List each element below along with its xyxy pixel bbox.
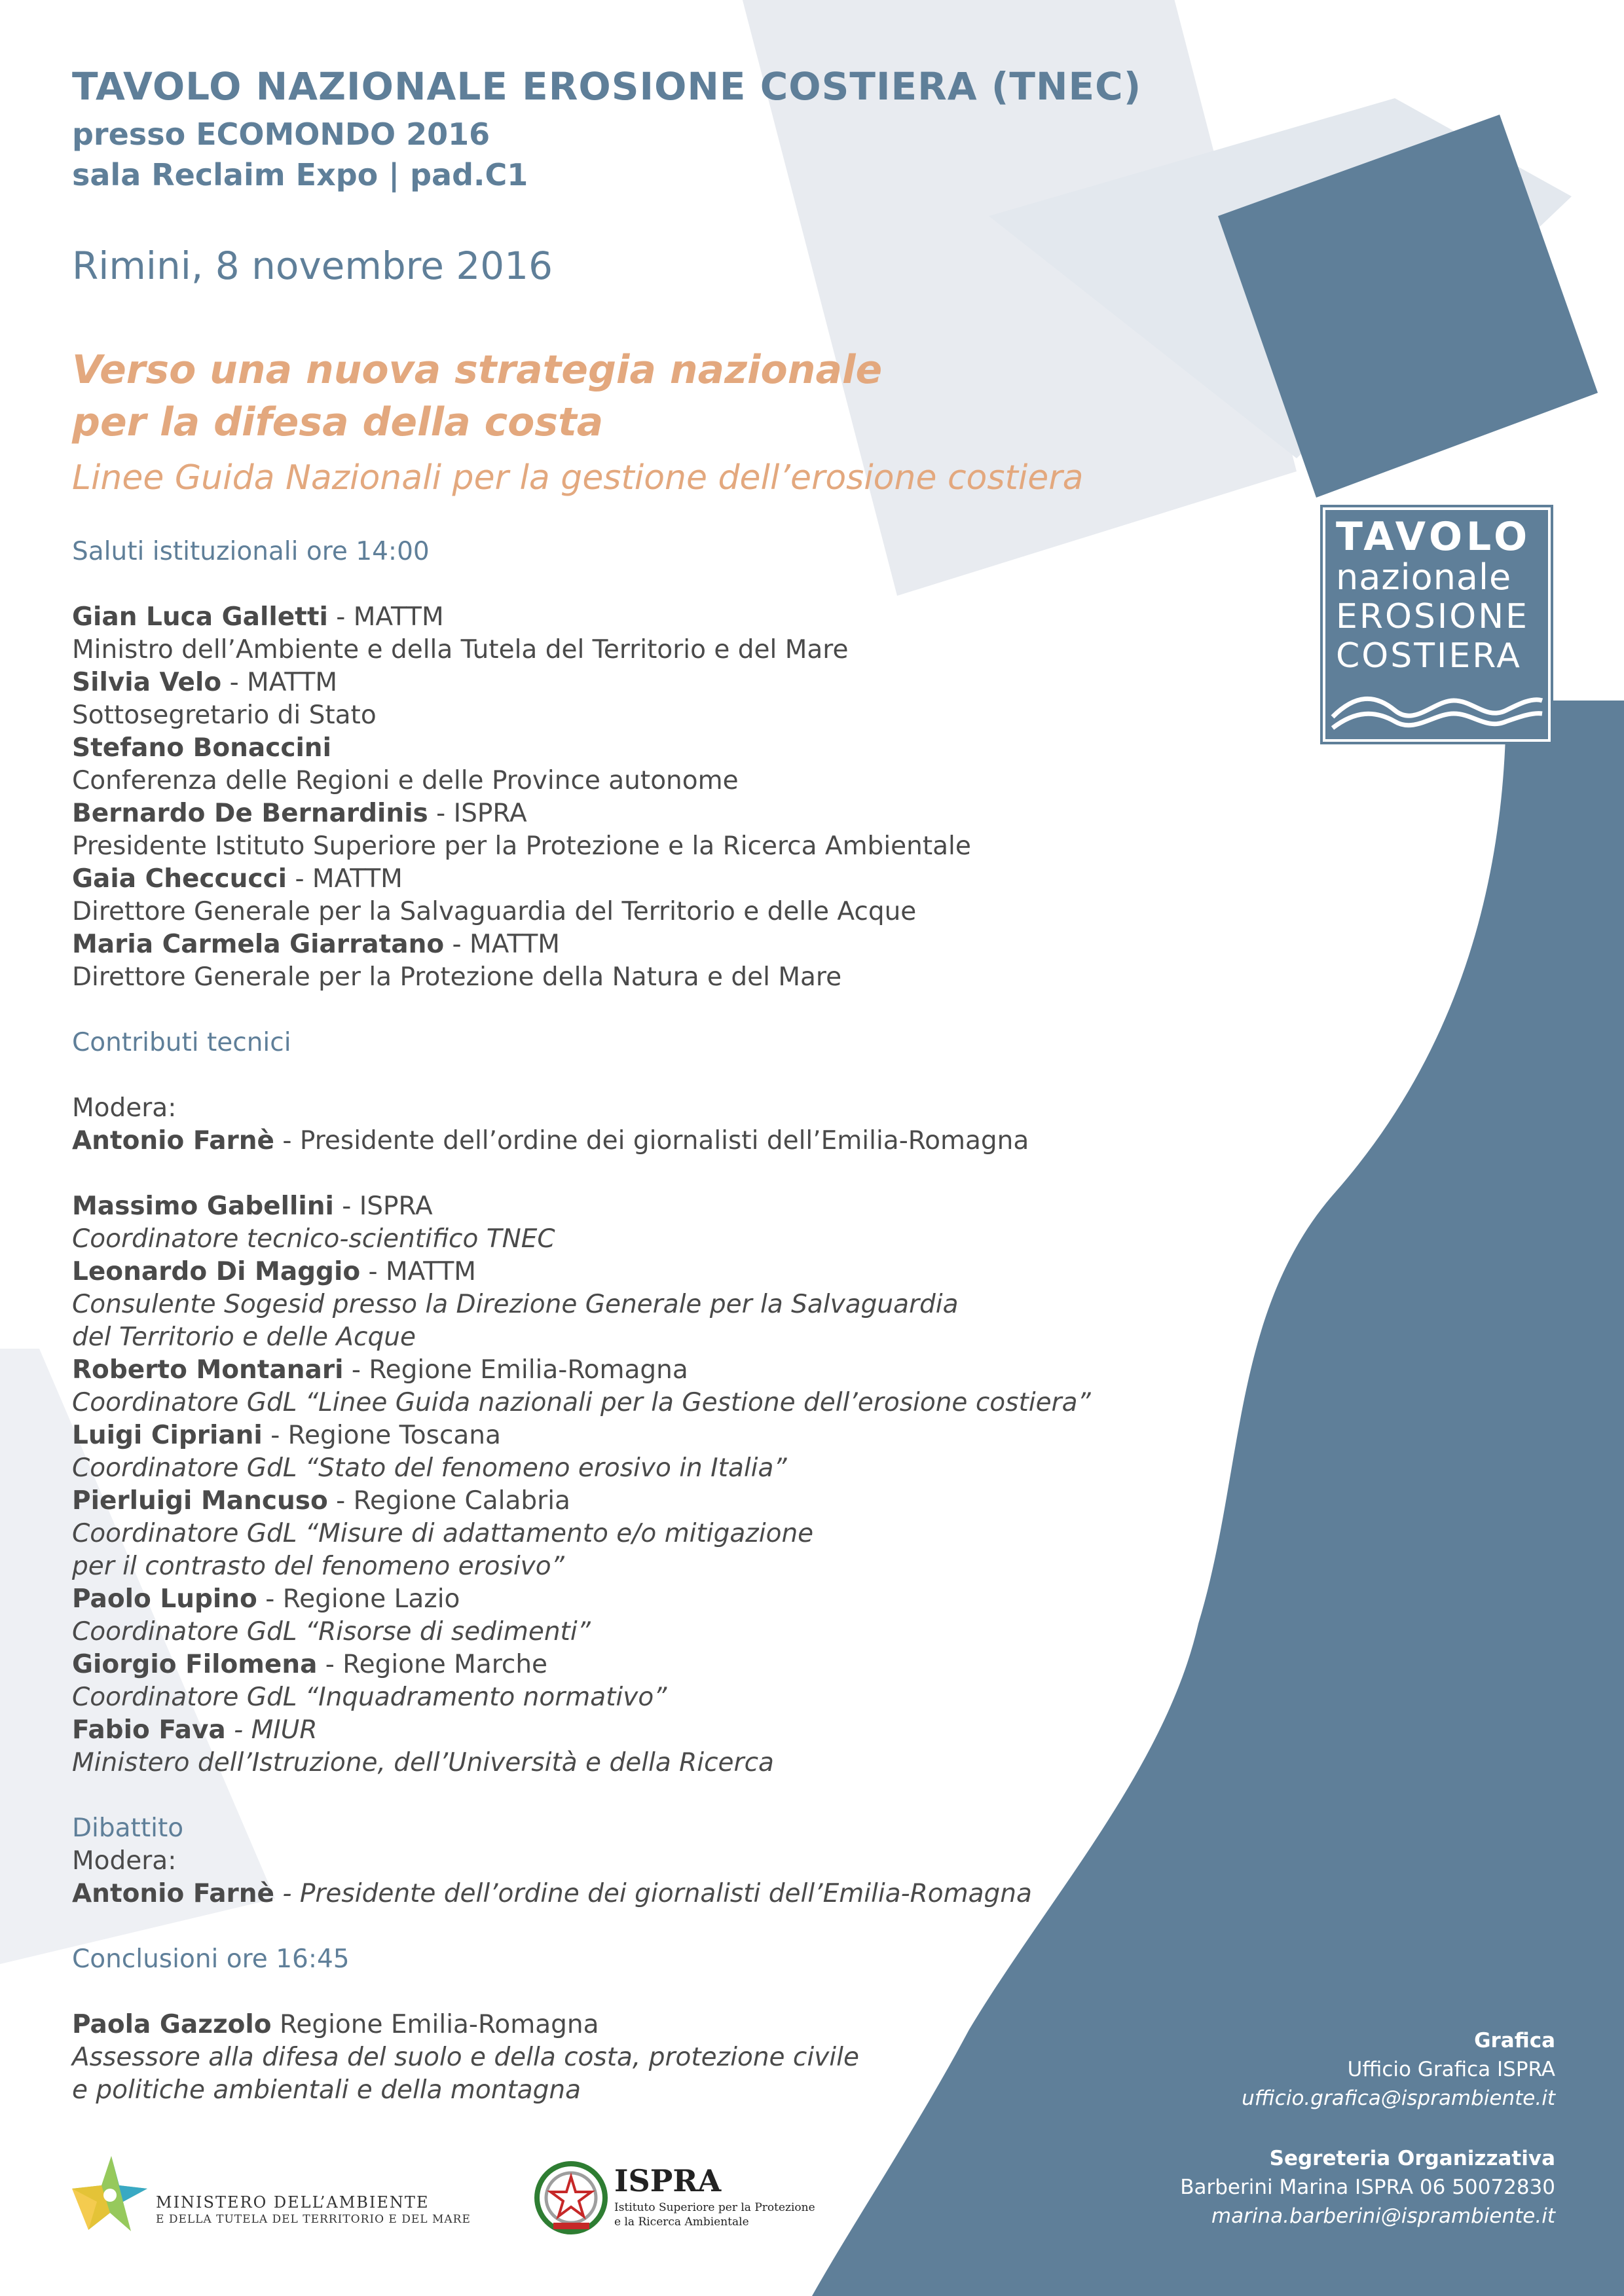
venue-line-2: sala Reclaim Expo | pad.C1 — [72, 157, 528, 192]
moderator-label: Modera: — [72, 1093, 177, 1123]
ispra-logo-sub-2: e la Ricerca Ambientale — [614, 2215, 749, 2229]
conclusioni-name: Paola Gazzolo — [72, 2010, 272, 2039]
conclusioni-role-line: e politiche ambientali e della montagna — [72, 2075, 581, 2105]
speaker-role: Coordinatore GdL “Misure di adattamento e/o mitigazione — [72, 1519, 814, 1548]
speaker-affiliation: - Regione Toscana — [262, 1421, 501, 1450]
segreteria-email[interactable]: marina.barberini@isprambiente.it — [1211, 2204, 1555, 2228]
speaker-line — [72, 797, 1172, 830]
speaker-affiliation: - Regione Lazio — [257, 1584, 460, 1614]
speaker-name: Fabio Fava — [72, 1715, 226, 1745]
section-heading-saluti: Saluti istituzionali ore 14:00 — [72, 537, 430, 566]
speaker-affiliation: - Regione Marche — [317, 1650, 548, 1679]
italian-emblem-icon — [534, 2160, 609, 2236]
speaker-name: Gaia Checcucci — [72, 864, 287, 894]
theme-line-2: per la difesa della costa — [72, 399, 604, 445]
ministero-logo-line-1: MINISTERO DELL’AMBIENTE — [156, 2193, 430, 2212]
speaker-line — [72, 1649, 1172, 1681]
credits-segreteria — [1097, 2144, 1555, 2231]
speaker-name: Bernardo De Bernardinis — [72, 799, 428, 828]
tnec-logo-line-1: TAVOLO — [1336, 514, 1532, 560]
speaker-role: Coordinatore tecnico-scientifico TNEC — [72, 1224, 555, 1254]
speaker-role: Ministro dell’Ambiente e della Tutela del Territorio e del Mare — [72, 635, 849, 665]
segreteria-contact: Barberini Marina ISPRA 06 50072830 — [1180, 2176, 1555, 2199]
grafica-office: Ufficio Grafica ISPRA — [1347, 2058, 1555, 2081]
ispra-logo-name: ISPRA — [614, 2163, 722, 2198]
speaker-role: Presidente Istituto Superiore per la Protezione e la Ricerca Ambientale — [72, 831, 971, 861]
speaker-name: Gian Luca Galletti — [72, 602, 328, 632]
conclusioni-speaker — [72, 2009, 1172, 2041]
ispra-logo-sub-1: Istituto Superiore per la Protezione — [614, 2201, 815, 2214]
speaker-line — [72, 1714, 1172, 1747]
speaker-role: Conferenza delle Regioni e delle Province autonome — [72, 766, 739, 795]
moderator-line — [72, 1125, 1172, 1157]
speaker-name: Luigi Cipriani — [72, 1421, 263, 1450]
section-heading-conclusioni: Conclusioni ore 16:45 — [72, 1944, 350, 1974]
speaker-affiliation: - Regione Emilia-Romagna — [343, 1355, 688, 1385]
speaker-role: Coordinatore GdL “Inquadramento normativo” — [72, 1683, 667, 1712]
speaker-affiliation: - MATTM — [360, 1257, 476, 1286]
speaker-role: Coordinatore GdL “Stato del fenomeno erosivo in Italia” — [72, 1453, 787, 1483]
speaker-role: Ministero dell’Istruzione, dell’Università e della Ricerca — [72, 1748, 774, 1777]
speaker-affiliation: - MATTM — [327, 602, 444, 632]
speaker-affiliation: - MATTM — [287, 864, 403, 894]
moderator-role: - Presidente dell’ordine dei giornalisti dell’Emilia-Romagna — [274, 1126, 1029, 1156]
speaker-role: del Territorio e delle Acque — [72, 1322, 416, 1352]
speaker-affiliation: - MIUR — [225, 1715, 318, 1745]
grafica-email[interactable]: ufficio.grafica@isprambiente.it — [1242, 2086, 1555, 2110]
speaker-affiliation: - ISPRA — [428, 799, 527, 828]
tnec-logo-line-2: nazionale — [1336, 556, 1512, 598]
speaker-role: Direttore Generale per la Salvaguardia del Territorio e delle Acque — [72, 897, 917, 926]
dibattito-moderator-name: Antonio Farnè — [72, 1879, 275, 1908]
speaker-name: Giorgio Filomena — [72, 1650, 318, 1679]
speaker-line — [72, 666, 1172, 699]
event-title: TAVOLO NAZIONALE EROSIONE COSTIERA (TNEC) — [72, 64, 1142, 109]
speaker-role: Coordinatore GdL “Linee Guida nazionali per la Gestione dell’erosione costiera” — [72, 1388, 1091, 1417]
tnec-logo-line-3: EROSIONE — [1336, 597, 1529, 636]
dibattito-moderator-line — [72, 1878, 1172, 1910]
speaker-affiliation: - Regione Calabria — [327, 1486, 570, 1516]
speaker-name: Roberto Montanari — [72, 1355, 344, 1385]
event-date: Rimini, 8 novembre 2016 — [72, 244, 553, 288]
venue-line-1: presso ECOMONDO 2016 — [72, 117, 490, 152]
speaker-name: Massimo Gabellini — [72, 1192, 334, 1221]
speaker-affiliation: - MATTM — [444, 930, 560, 959]
speaker-line — [72, 1583, 1172, 1616]
credits-grafica — [1097, 2026, 1555, 2113]
speaker-name: Maria Carmela Giarratano — [72, 930, 445, 959]
speaker-role: Sottosegretario di Stato — [72, 701, 377, 730]
saluti-list — [72, 601, 1172, 994]
segreteria-label: Segreteria Organizzativa — [1269, 2147, 1555, 2170]
speaker-line — [72, 1190, 1172, 1223]
contributi-list — [72, 1190, 1172, 1779]
speaker-name: Pierluigi Mancuso — [72, 1486, 328, 1516]
speaker-role: Consulente Sogesid presso la Direzione Generale per la Salvaguardia — [72, 1290, 959, 1319]
program — [72, 536, 1172, 2107]
speaker-name: Leonardo Di Maggio — [72, 1257, 361, 1286]
section-heading-dibattito: Dibattito — [72, 1813, 184, 1843]
dibattito-moderator-role: - Presidente dell’ordine dei giornalisti dell’Emilia-Romagna — [274, 1879, 1032, 1908]
moderator-name: Antonio Farnè — [72, 1126, 275, 1156]
dibattito-moderator-label: Modera: — [72, 1846, 177, 1876]
speaker-affiliation: - MATTM — [221, 668, 337, 697]
grafica-label: Grafica — [1474, 2029, 1555, 2052]
theme-subtitle: Linee Guida Nazionali per la gestione dell’erosione costiera — [72, 458, 1084, 498]
section-heading-contributi: Contributi tecnici — [72, 1028, 291, 1057]
ministero-logo-line-2: E DELLA TUTELA DEL TERRITORIO E DEL MARE — [156, 2213, 471, 2226]
speaker-role: Direttore Generale per la Protezione della Natura e del Mare — [72, 962, 842, 992]
speaker-line — [72, 732, 1172, 765]
tnec-logo-line-4: COSTIERA — [1336, 636, 1522, 676]
speaker-role: Coordinatore GdL “Risorse di sedimenti” — [72, 1617, 591, 1647]
speaker-line — [72, 1419, 1172, 1452]
speaker-line — [72, 1485, 1172, 1518]
speaker-line — [72, 928, 1172, 961]
speaker-line — [72, 601, 1172, 634]
speaker-affiliation: - ISPRA — [333, 1192, 433, 1221]
speaker-name: Paolo Lupino — [72, 1584, 257, 1614]
waves-icon — [1329, 681, 1545, 733]
speaker-name: Silvia Velo — [72, 668, 222, 697]
ministero-star-icon — [65, 2153, 154, 2238]
theme-line-1: Verso una nuova strategia nazionale — [72, 347, 883, 393]
speaker-role: per il contrasto del fenomeno erosivo” — [72, 1552, 564, 1581]
conclusioni-affil: Regione Emilia-Romagna — [271, 2010, 599, 2039]
speaker-line — [72, 863, 1172, 896]
speaker-name: Stefano Bonaccini — [72, 733, 331, 763]
speaker-line — [72, 1354, 1172, 1387]
speaker-line — [72, 1256, 1172, 1288]
conclusioni-role-line: Assessore alla difesa del suolo e della costa, protezione civile — [72, 2043, 859, 2072]
